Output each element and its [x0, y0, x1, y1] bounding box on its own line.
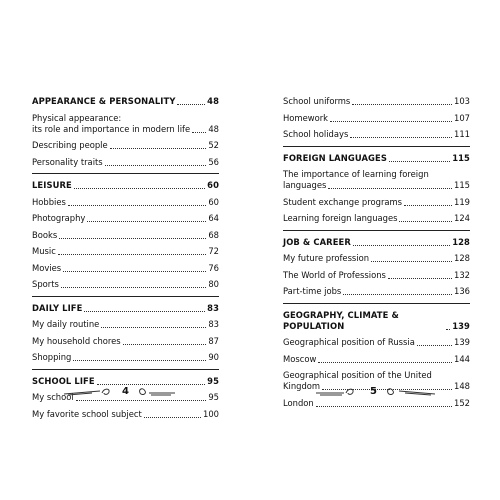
toc-page-number: 95 [207, 375, 219, 386]
dot-leader [343, 294, 452, 295]
toc-section-heading[interactable] [32, 376, 219, 387]
page-footer-left [62, 386, 177, 397]
toc-entry-title: its role and importance in modern life [32, 123, 191, 134]
toc-entry[interactable] [32, 352, 219, 363]
toc-page-number: 100 [203, 408, 219, 419]
toc-entry-title: JOB & CAREER [283, 236, 351, 247]
toc-section [32, 96, 219, 168]
toc-section-heading[interactable] [32, 180, 219, 191]
toc-entry[interactable] [32, 113, 219, 135]
toc-entry[interactable] [283, 197, 470, 208]
toc-page-number: 95 [208, 392, 219, 402]
toc-entry[interactable] [32, 319, 219, 330]
toc-page-number: 48 [208, 123, 219, 134]
toc-page-number: 139 [454, 337, 470, 347]
toc-entry-title: Photography [32, 213, 86, 223]
toc-entry-title: DAILY LIFE [32, 302, 83, 313]
page-number: 4 [122, 386, 129, 397]
dot-leader [350, 137, 452, 138]
toc-entry-title: The importance of learning foreign [283, 169, 429, 179]
toc-section-heading[interactable] [32, 303, 219, 314]
dot-leader [399, 221, 452, 222]
toc-entry[interactable] [283, 270, 470, 281]
toc-page-number: 115 [452, 152, 470, 163]
toc-entry-title: Sports [32, 279, 59, 289]
toc-entry-title: My favorite school subject [32, 408, 142, 419]
dot-leader [97, 384, 205, 385]
toc-entry[interactable] [32, 246, 219, 257]
toc-page-number: 56 [208, 156, 219, 167]
toc-entry-title: My school [32, 392, 74, 402]
toc-entry-title: Part-time jobs [283, 286, 342, 296]
toc-page-number: 68 [208, 229, 219, 240]
dot-leader [446, 329, 450, 330]
toc-entry[interactable] [32, 197, 219, 208]
toc-section [32, 296, 219, 364]
dot-leader [68, 205, 206, 206]
toc-page-number: 64 [208, 213, 219, 223]
dot-leader [87, 221, 206, 222]
toc-page-number: 111 [454, 129, 470, 139]
toc-entry[interactable] [32, 336, 219, 347]
dot-leader [105, 165, 207, 166]
toc-entry-title: The World of Professions [283, 269, 386, 280]
toc-entry-title: Books [32, 229, 58, 240]
toc-column-left [32, 96, 219, 425]
dot-leader [417, 345, 452, 346]
toc-entry-title: Homework [283, 112, 328, 123]
dot-leader [328, 188, 452, 189]
dot-leader [352, 104, 452, 105]
toc-section [32, 173, 219, 290]
toc-entry-title: Movies [32, 262, 62, 273]
page-footer-right [314, 386, 437, 397]
dot-leader [177, 104, 205, 105]
toc-entry-title: School uniforms [283, 96, 351, 106]
toc-entry-title: LEISURE [32, 180, 72, 190]
dot-leader [404, 205, 452, 206]
toc-entry-title: Personality traits [32, 156, 103, 167]
toc-entry-title: My household chores [32, 335, 121, 346]
toc-entry-title: Shopping [32, 352, 72, 362]
toc-entry[interactable] [32, 157, 219, 168]
toc-section-heading[interactable] [283, 310, 470, 332]
toc-entry[interactable] [283, 213, 470, 224]
toc-entry[interactable] [283, 113, 470, 124]
toc-entry[interactable] [283, 169, 470, 191]
toc-entry-title: languages [283, 180, 327, 190]
toc-page-number: 139 [452, 320, 470, 331]
toc-page-number: 103 [454, 96, 470, 106]
toc-entry-title: Hobbies [32, 196, 66, 207]
toc-entry-title: GEOGRAPHY, CLIMATE & POPULATION [283, 309, 402, 331]
toc-page-number: 80 [208, 279, 219, 289]
toc-page-number: 48 [207, 96, 219, 106]
toc-entry-title: My future profession [283, 253, 370, 263]
toc-entry[interactable] [32, 230, 219, 241]
toc-page-number: 52 [208, 140, 219, 150]
toc-entry-title: My daily routine [32, 319, 100, 329]
dot-leader [73, 360, 206, 361]
toc-entry[interactable] [283, 96, 470, 107]
toc-entry[interactable] [283, 398, 470, 409]
toc-page-number: 148 [454, 381, 470, 391]
dot-leader [101, 327, 206, 328]
toc-entry-title: Learning foreign languages [283, 213, 398, 223]
toc-entry[interactable] [283, 354, 470, 365]
toc-entry-title: Music [32, 246, 56, 256]
dot-leader [144, 417, 201, 418]
decorative-flourish-icon [62, 387, 114, 397]
decorative-flourish-icon [385, 387, 437, 397]
dot-leader [389, 161, 450, 162]
toc-entry-title: SCHOOL LIFE [32, 375, 95, 386]
dot-leader [76, 400, 207, 401]
toc-entry-title: Moscow [283, 353, 317, 364]
toc-page-number: 128 [452, 236, 470, 247]
toc-page-number: 83 [208, 319, 219, 329]
decorative-flourish-icon [314, 387, 362, 397]
toc-page-number: 152 [454, 397, 470, 408]
dot-leader [353, 245, 450, 246]
toc-entry[interactable] [283, 253, 470, 264]
toc-entry[interactable] [32, 279, 219, 290]
toc-entry-title: School holidays [283, 129, 349, 139]
toc-page-number: 60 [208, 196, 219, 207]
toc-entry-title: APPEARANCE & PERSONALITY [32, 96, 176, 106]
decorative-flourish-icon [137, 387, 177, 397]
toc-page-number: 83 [207, 302, 219, 313]
toc-entry-title: Kingdom [283, 381, 321, 391]
toc-entry-title: Geographical position of Russia [283, 337, 415, 347]
toc-section-heading[interactable] [32, 96, 219, 107]
dot-leader [388, 278, 452, 279]
toc-entry-title: FOREIGN LANGUAGES [283, 152, 387, 163]
toc-page-number: 72 [208, 246, 219, 256]
dot-leader [59, 238, 206, 239]
dot-leader [316, 406, 452, 407]
toc-entry[interactable] [32, 213, 219, 224]
toc-section [283, 96, 470, 140]
dot-leader [61, 287, 206, 288]
dot-leader [74, 188, 205, 189]
dot-leader [330, 121, 452, 122]
toc-page-number: 128 [454, 253, 470, 263]
toc-page-number: 60 [207, 180, 219, 190]
toc-page-number: 119 [454, 196, 470, 207]
dot-leader [318, 362, 452, 363]
toc-page-number: 115 [454, 180, 470, 190]
toc-entry[interactable] [32, 140, 219, 151]
toc-entry-title: Geographical position of the United [283, 370, 432, 380]
dot-leader [110, 148, 207, 149]
page-number: 5 [370, 386, 377, 397]
toc-page-number: 87 [208, 335, 219, 346]
toc-entry-title: Student exchange programs [283, 196, 403, 207]
toc-entry[interactable] [32, 409, 219, 420]
toc-column-right [283, 96, 470, 414]
toc-entry[interactable] [283, 286, 470, 297]
toc-entry-title: Physical appearance: [32, 112, 122, 123]
toc-page-number: 124 [454, 213, 470, 223]
toc-entry[interactable] [32, 263, 219, 274]
toc-entry[interactable] [283, 337, 470, 348]
toc-section [283, 230, 470, 298]
dot-leader [63, 271, 206, 272]
dot-leader [123, 344, 207, 345]
toc-entry[interactable] [283, 129, 470, 140]
dot-leader [192, 132, 206, 133]
toc-page-number: 107 [454, 112, 470, 123]
toc-entry-title: London [283, 397, 314, 408]
dot-leader [84, 311, 205, 312]
toc-page-number: 76 [208, 262, 219, 273]
toc-section-heading[interactable] [283, 153, 470, 164]
toc-entry-title: Describing people [32, 140, 108, 150]
toc-page-number: 144 [454, 353, 470, 364]
toc-section-heading[interactable] [283, 237, 470, 248]
dot-leader [58, 254, 206, 255]
dot-leader [371, 261, 452, 262]
toc-section [283, 146, 470, 225]
right-page [250, 0, 500, 500]
toc-page-number: 136 [454, 286, 470, 296]
toc-page-number: 90 [208, 352, 219, 362]
toc-page-number: 132 [454, 269, 470, 280]
